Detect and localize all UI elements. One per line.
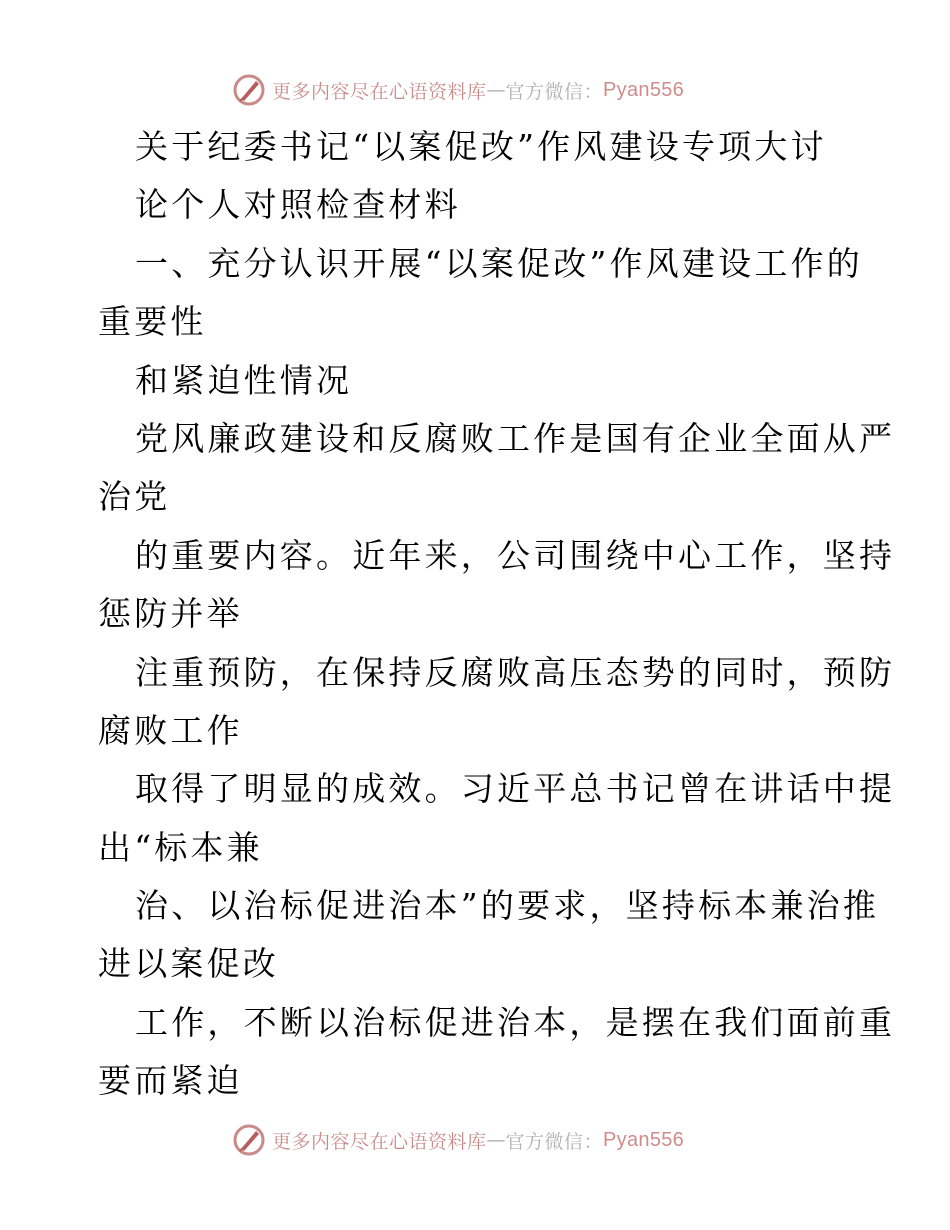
- text-line: 治党: [98, 477, 171, 517]
- text-line: 出“标本兼: [98, 827, 263, 867]
- text-line: 要而紧迫: [98, 1061, 243, 1101]
- footer-banner: [232, 1120, 752, 1160]
- text-line: 取得了明显的成效。习近平总书记曾在讲话中提: [135, 769, 896, 809]
- header-banner: [232, 70, 752, 110]
- banner-separator: —: [486, 1129, 506, 1151]
- text-line: 注重预防，在保持反腐败高压态势的同时，预防: [135, 652, 896, 692]
- text-line: 关于纪委书记“以案促改”作风建设专项大讨: [135, 127, 827, 166]
- banner-wechat-label: 官方微信：: [505, 1130, 604, 1153]
- quill-circle-logo-icon: [232, 73, 266, 107]
- banner-wechat-label: 官方微信：: [505, 80, 604, 103]
- text-line: 工作，不断以治标促进治本，是摆在我们面前重: [135, 1002, 896, 1042]
- text-line: 论个人对照检查材料: [135, 185, 461, 225]
- banner-slogan: 更多内容尽在心语资料库: [272, 1130, 487, 1153]
- text-line: 一、充分认识开展“以案促改”作风建设工作的: [135, 243, 863, 283]
- text-line: 进以案促改: [98, 944, 279, 984]
- banner-wechat-id: Pyan556: [603, 1128, 685, 1151]
- text-line: 重要性: [98, 302, 207, 342]
- text-line: 的重要内容。近年来，公司围绕中心工作，坚持: [135, 535, 896, 575]
- banner-wechat-id: Pyan556: [603, 78, 685, 101]
- document-body: [98, 118, 896, 1111]
- text-line: 治、以治标促进治本”的要求，坚持标本兼治推: [135, 886, 880, 926]
- text-line: 惩防并举: [98, 594, 243, 634]
- text-line: 和紧迫性情况: [135, 360, 353, 400]
- text-line: 党风廉政建设和反腐败工作是国有企业全面从严: [135, 418, 896, 458]
- banner-separator: —: [486, 79, 506, 101]
- text-line: 腐败工作: [98, 710, 243, 750]
- quill-circle-logo-icon: [232, 1123, 266, 1157]
- banner-slogan: 更多内容尽在心语资料库: [272, 80, 487, 103]
